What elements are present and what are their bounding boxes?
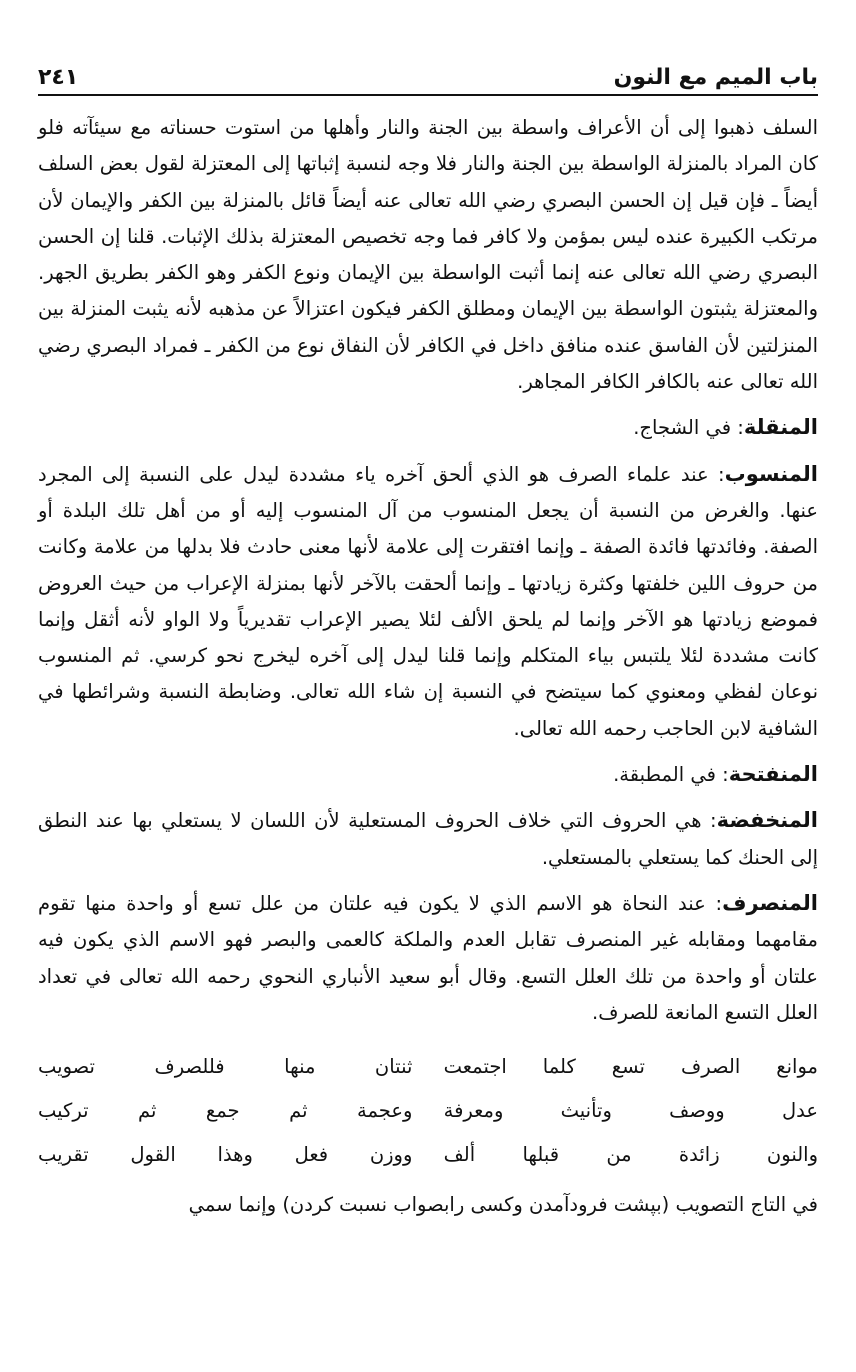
entry-text: في الشجاج. [633, 416, 732, 440]
verse-second-hemistich: ووزن فعل وهذا القول تقريب [38, 1142, 413, 1166]
entry-term: المنصرف [722, 890, 818, 915]
entry-separator: : [705, 891, 723, 915]
entry-munsarif [38, 885, 818, 1031]
verse-second-hemistich: وعجمة ثم جمع ثم تركيب [38, 1098, 413, 1122]
entry-munkhafida [38, 802, 818, 876]
verse-first-hemistich: عدل ووصف وتأنيث ومعرفة [443, 1098, 818, 1122]
entry-separator: : [708, 462, 725, 486]
entry-separator: : [731, 416, 744, 440]
verse-first-hemistich: موانع الصرف تسع كلما اجتمعت [443, 1054, 818, 1078]
poem-verse [38, 1133, 818, 1177]
entry-separator: : [701, 809, 717, 833]
entry-munfatiha [38, 756, 818, 793]
entry-term: المنفتحة [728, 762, 818, 787]
entry-text: عند النحاة هو الاسم الذي لا يكون فيه علتان من علل تسع أو واحدة منها تقوم مقامهما ومقابله غير المنصرف تقابل العدم والملكة كالعمى والبصر فهو الاسم الذي يكون فيه علتان أو واحدة من تلك العلل التسع. وقال أبو سعيد الأنباري النحوي رحمه الله تعالى في تعداد العلل التسع المانعة للصرف. [38, 891, 818, 1024]
page-header [38, 56, 818, 96]
verse-second-hemistich: ثنتان منها فللصرف تصويب [38, 1054, 413, 1078]
poem [38, 1045, 818, 1177]
entry-text: في المطبقة. [613, 763, 716, 787]
verse-first-hemistich: والنون زائدة من قبلها ألف [443, 1142, 818, 1166]
running-title: باب الميم مع النون [613, 65, 818, 90]
intro-paragraph: السلف ذهبوا إلى أن الأعراف واسطة بين الجنة والنار وأهلها من استوت حسناته مع سيئآته فلو كان المراد بالمنزلة الواسطة بين الجنة والنار فلا وجه لنسبة إثباتها إلى المعتزلة لقول بعض السلف أيضاً ـ فإن قيل إن الحسن البصري رضي الله تعالى عنه أيضاً قائل بالمنزلة بين الكفر والإيمان لأن مرتكب الكبيرة عنده ليس بمؤمن ولا كافر فما وجه تخصيص المعتزلة بذلك الإثبات. قلنا إن الحسن البصري رضي الله تعالى عنه إنما أثبت الواسطة بين الإيمان ونوع الكفر وهو الكفر بطريق الجهر. والمعتزلة يثبتون الواسطة بين الإيمان ومطلق الكفر فيكون اعتزالاً عن مذهبه لأنه يثبت المنزلة بين المنزلتين لأن الفاسق عنده منافق داخل في الكافر لأن النفاق نوع من الكفر ـ فمراد البصري رضي الله تعالى عنه بالكافر الكافر المجاهر. [38, 116, 818, 394]
entry-separator: : [715, 763, 729, 787]
page-number: ٢٤١ [38, 65, 79, 90]
entry-munqala [38, 409, 818, 446]
entry-text: هي الحروف التي خلاف الحروف المستعلية لأن اللسان لا يستعلي بها عند النطق إلى الحنك كما يستعلي بالمستعلي. [38, 809, 818, 869]
poem-verse [38, 1089, 818, 1133]
entry-term: المنخفضة [716, 808, 818, 833]
poem-verse [38, 1045, 818, 1089]
entry-term: المنسوب [724, 461, 818, 486]
final-line: في التاج التصويب (بپشت فرودآمدن وكسى رابصواب نسبت كردن) وإنما سمي [188, 1193, 818, 1217]
entry-text: عند علماء الصرف هو الذي ألحق آخره ياء مشددة ليدل على النسبة إلى المجرد عنها. والغرض من النسبة أن يجعل المنسوب من آل المنسوب إليه أو من أهل تلك البلدة أو الصفة. وفائدتها فائدة الصفة ـ وإنما افتقرت إلى علامة لأنها معنى حادث فلا بدلها من علامة وكانت من حروف اللين خلفتها وكثرة زيادتها ـ وإنما ألحقت بالآخر لأنها بمنزلة الإعراب من حيث العروض فموضع زيادتها هو الآخر وإنما لم يلحق الألف لئلا يصير الإعراب تقديرياً ولا الواو لأنه أثقل وإنما كانت مشددة لئلا يلتبس بياء المتكلم وإنما قلنا ليدل إلى آخره ليخرج نحو كرسي. ثم المنسوب نوعان لفظي ومعنوي كما سيتضح في النسبة إن شاء الله تعالى. وضابطة النسبة وشرائطها في الشافية لابن الحاجب رحمه الله تعالى. [38, 462, 818, 740]
entry-term: المنقلة [743, 415, 818, 440]
entry-mansub [38, 456, 818, 747]
page-body [38, 110, 818, 1223]
